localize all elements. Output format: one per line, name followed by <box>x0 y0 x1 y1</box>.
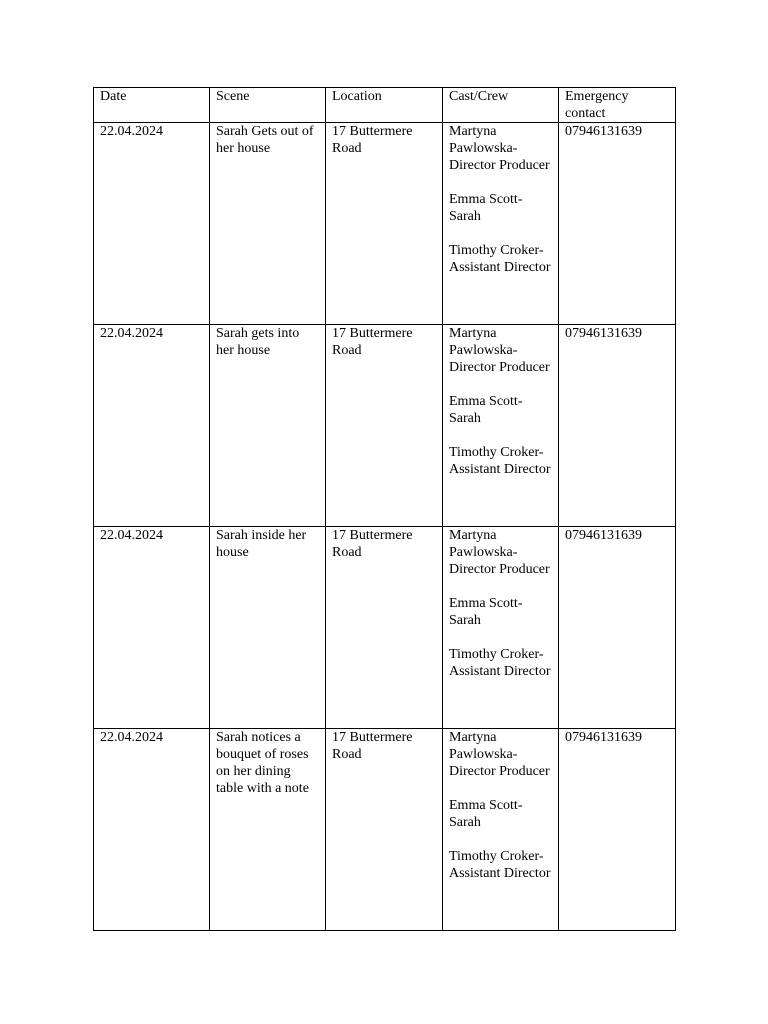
cast-entry: Martyna Pawlowska- Director Producer <box>449 124 550 173</box>
cell-cast-crew <box>443 527 559 729</box>
cell-date: 22.04.2024 <box>94 123 210 325</box>
cast-entry: Timothy Croker- Assistant Director <box>449 647 551 679</box>
cell-emergency-contact: 07946131639 <box>559 123 676 325</box>
cell-date: 22.04.2024 <box>94 325 210 527</box>
cast-entry: Martyna Pawlowska- Director Producer <box>449 730 550 779</box>
cell-location: 17 Buttermere Road <box>326 123 443 325</box>
cell-emergency-contact: 07946131639 <box>559 527 676 729</box>
cell-scene: Sarah inside her house <box>210 527 326 729</box>
cast-entry: Timothy Croker- Assistant Director <box>449 243 551 275</box>
cast-entry: Timothy Croker- Assistant Director <box>449 849 551 881</box>
table-row <box>94 729 676 931</box>
cell-location: 17 Buttermere Road <box>326 325 443 527</box>
cell-scene: Sarah Gets out of her house <box>210 123 326 325</box>
cell-location: 17 Buttermere Road <box>326 729 443 931</box>
cell-emergency-contact: 07946131639 <box>559 729 676 931</box>
cast-entry: Emma Scott- Sarah <box>449 192 523 224</box>
cell-emergency-contact: 07946131639 <box>559 325 676 527</box>
cast-entry: Emma Scott- Sarah <box>449 596 523 628</box>
header-emergency-contact: Emergency contact <box>559 88 676 123</box>
cast-entry: Martyna Pawlowska- Director Producer <box>449 528 550 577</box>
cell-location: 17 Buttermere Road <box>326 527 443 729</box>
table-row <box>94 123 676 325</box>
cast-entry: Emma Scott- Sarah <box>449 798 523 830</box>
header-row <box>94 88 676 123</box>
cell-cast-crew <box>443 729 559 931</box>
header-date: Date <box>94 88 210 123</box>
header-location: Location <box>326 88 443 123</box>
header-cast-crew: Cast/Crew <box>443 88 559 123</box>
table-row <box>94 325 676 527</box>
cell-cast-crew <box>443 325 559 527</box>
cell-scene: Sarah gets into her house <box>210 325 326 527</box>
header-scene: Scene <box>210 88 326 123</box>
cell-date: 22.04.2024 <box>94 729 210 931</box>
shooting-schedule-table <box>93 87 676 931</box>
cast-entry: Martyna Pawlowska- Director Producer <box>449 326 550 375</box>
cast-entry: Emma Scott- Sarah <box>449 394 523 426</box>
cast-entry: Timothy Croker- Assistant Director <box>449 445 551 477</box>
table-row <box>94 527 676 729</box>
cell-date: 22.04.2024 <box>94 527 210 729</box>
cell-cast-crew <box>443 123 559 325</box>
cell-scene: Sarah notices a bouquet of roses on her dining table with a note <box>210 729 326 931</box>
